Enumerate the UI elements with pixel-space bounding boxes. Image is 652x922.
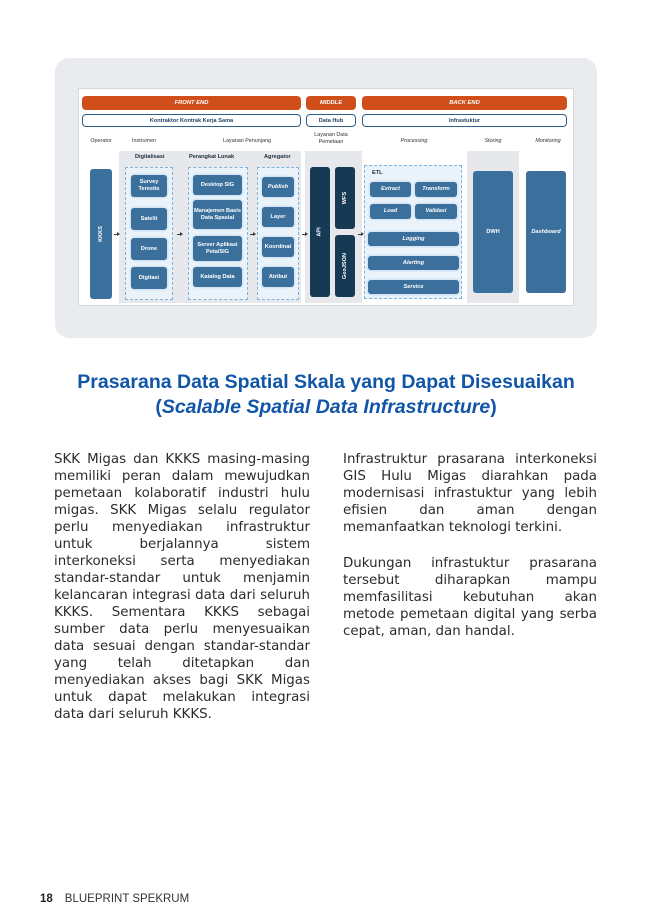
manajemen-box: Manajemen Basis Data Spasial bbox=[193, 200, 242, 229]
api-box bbox=[310, 167, 330, 297]
arrow-agregator-to-api bbox=[302, 234, 306, 235]
right-paragraph-2: Dukungan infrastuktur prasarana tersebut diharapkan mampu memfasilitasi kebutuhan akan metode pemetaan digital yang serba cepat, aman, dan handal. bbox=[343, 556, 597, 639]
architecture-diagram bbox=[78, 88, 574, 306]
wfs-label: WFS bbox=[342, 191, 348, 205]
publish-box: Publish bbox=[262, 177, 294, 197]
middle-bar: MIDDLE bbox=[306, 96, 356, 110]
col-instrumen: Instrumen bbox=[132, 138, 156, 144]
dashboard-box: Dashboard bbox=[526, 171, 566, 293]
etl-heading: ETL bbox=[372, 170, 383, 176]
kkks-bar: Kontraktor Kontrak Kerja Sama bbox=[82, 114, 301, 127]
page-number: 18 bbox=[40, 893, 53, 905]
wfs-box bbox=[335, 167, 355, 229]
server-box: Server Aplikasi Peta/SIG bbox=[193, 236, 242, 261]
katalog-box: Katalog Data bbox=[193, 267, 242, 287]
layer-box: Layer bbox=[262, 207, 294, 227]
perangkat-lunak-heading: Perangkat Lunak bbox=[189, 154, 235, 160]
kkks-box bbox=[90, 169, 112, 299]
col-storing: Storing bbox=[484, 138, 502, 144]
heading-italic: Scalable Spatial Data Infrastructure bbox=[161, 396, 491, 418]
satelit-box: Satelit bbox=[131, 208, 167, 230]
page-footer bbox=[40, 893, 189, 905]
arrow-kkks-to-instrumen bbox=[114, 234, 118, 235]
dwh-box: DWH bbox=[473, 171, 513, 293]
col-operator: Operator bbox=[90, 138, 112, 144]
col-processing: Processing bbox=[400, 138, 428, 144]
right-paragraph-1: Infrastruktur prasarana interkoneksi GIS Hulu Migas diarahkan pada modernisasi infrastuktur yang lebih efisien dan aman dengan memanfaatkan teknologi terkini. bbox=[343, 452, 597, 535]
digitalisasi-heading: Digitalisasi bbox=[135, 154, 165, 160]
drone-box: Drone bbox=[131, 238, 167, 260]
col-monitoring: Monitoring bbox=[535, 138, 561, 144]
service-box: Service bbox=[368, 280, 459, 294]
col-layanan-data-pemetaan: Layanan Data Pemetaan bbox=[314, 132, 348, 145]
heading-line-2 bbox=[0, 395, 652, 420]
data-hub-bar: Data Hub bbox=[306, 114, 356, 127]
atribut-box: Atribut bbox=[262, 267, 294, 287]
publication-title: BLUEPRINT SPEKRUM bbox=[64, 893, 190, 905]
back-end-bar: BACK END bbox=[362, 96, 567, 110]
digitasi-box: Digitasi bbox=[131, 267, 167, 289]
arrow-software-to-agregator bbox=[250, 234, 254, 235]
geojson-box bbox=[335, 235, 355, 297]
alerting-box: Alerting bbox=[368, 256, 459, 270]
transform-box: Transform bbox=[415, 182, 457, 197]
heading-paren-open: ( bbox=[155, 396, 162, 418]
load-box: Load bbox=[370, 204, 411, 219]
agregator-heading: Agregator bbox=[264, 154, 291, 160]
heading-paren-close: ) bbox=[490, 396, 497, 418]
arrow-instrumen-to-software bbox=[177, 234, 181, 235]
logging-box: Logging bbox=[368, 232, 459, 246]
infrastuktur-bar: Infrastuktur bbox=[362, 114, 567, 127]
col-layanan-penunjang: Layanan Penunjang bbox=[223, 138, 271, 144]
kkks-label: KKKS bbox=[97, 226, 104, 242]
front-end-bar: FRONT END bbox=[82, 96, 301, 110]
section-heading bbox=[0, 370, 652, 420]
api-label: API bbox=[316, 227, 323, 237]
extract-box: Extract bbox=[370, 182, 411, 197]
koordinat-box: Koordinat bbox=[262, 237, 294, 257]
heading-line-1: Prasarana Data Spatial Skala yang Dapat Disesuaikan bbox=[77, 371, 575, 393]
validasi-box: Validasi bbox=[415, 204, 457, 219]
geojson-label: GeoJSON bbox=[342, 252, 348, 280]
left-paragraph: SKK Migas dan KKKS masing-masing memiliki peran dalam mewujudkan pemetaan kolaboratif industri hulu migas. SKK Migas selalu regulator perlu menyediakan infrastruktur untuk berjalannya sistem interkoneksi serta menyediakan standar-standar untuk menjamin kelancaran integrasi data dari seluruh KKKS. Sementara KKKS sebagai sumber data perlu menyesuaikan data sesuai dengan standar-standar yang telah ditetapkan dan menyediakan akses bagi SKK Migas untuk dapat melakukan integrasi data dari seluruh KKKS. bbox=[54, 452, 310, 722]
arrow-middle-to-processing bbox=[358, 234, 362, 235]
survey-box: Survey Terestis bbox=[131, 175, 167, 197]
desktop-sig-box: Desktop SIG bbox=[193, 175, 242, 195]
